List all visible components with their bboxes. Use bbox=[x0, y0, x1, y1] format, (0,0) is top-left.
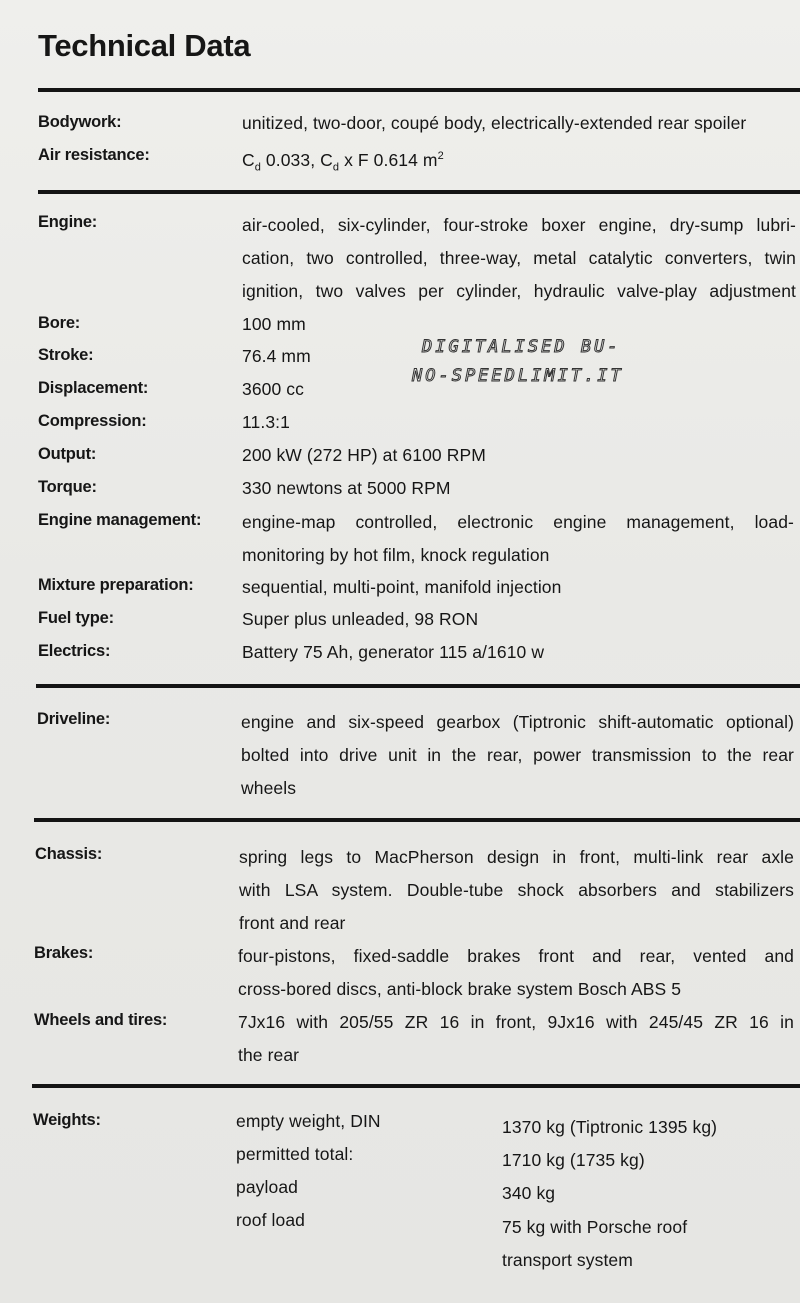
displacement-value: 3600 cc bbox=[242, 379, 304, 399]
wheels-tires-value: 7Jx16 with 205/55 ZR 16 in front, 9Jx16 with 245/45 ZR 16 in the rear bbox=[238, 1012, 794, 1065]
compression-value: 11.3:1 bbox=[242, 412, 290, 432]
bore-label: Bore: bbox=[38, 314, 81, 332]
fuel-type-label: Fuel type: bbox=[38, 609, 114, 627]
section-divider bbox=[38, 88, 800, 92]
brakes-value: four-pistons, fixed-saddle brakes front and rear, vented and cross-bored discs, anti-block brake system Bosch ABS 5 bbox=[238, 946, 794, 999]
weight-value-permitted: 1710 kg (1735 kg) bbox=[502, 1150, 645, 1170]
engine-value: air-cooled, six-cylinder, four-stroke boxer engine, dry-sump lubri- cation, two controlled, three-way, metal catalytic converters, twin ignition, two valves per cylinder, hydraulic valve-play adjustment bbox=[242, 215, 796, 301]
displacement-label: Displacement: bbox=[38, 379, 149, 397]
wheels-tires-label: Wheels and tires: bbox=[34, 1011, 168, 1029]
section-divider bbox=[36, 684, 800, 688]
electrics-value: Battery 75 Ah, generator 115 a/1610 w bbox=[242, 642, 545, 662]
section-divider bbox=[34, 818, 800, 822]
output-label: Output: bbox=[38, 445, 97, 463]
air-resistance-label: Air resistance: bbox=[38, 146, 150, 164]
torque-value: 330 newtons at 5000 RPM bbox=[242, 478, 451, 498]
chassis-value: spring legs to MacPherson design in front, multi-link rear axle with LSA system. Double-tube shock absorbers and stabilizers front and rear bbox=[239, 847, 794, 933]
brakes-label: Brakes: bbox=[34, 944, 94, 962]
chassis-label: Chassis: bbox=[35, 845, 103, 863]
weight-value-payload: 340 kg bbox=[502, 1183, 556, 1203]
watermark-line-2: NO-SPEEDLIMIT.IT bbox=[412, 366, 624, 386]
weight-name-roof: roof load bbox=[236, 1210, 306, 1230]
engine-management-label: Engine management: bbox=[38, 511, 202, 529]
bore-value: 100 mm bbox=[242, 314, 306, 334]
compression-label: Compression: bbox=[38, 412, 147, 430]
weight-name-permitted: permitted total: bbox=[236, 1144, 354, 1164]
mixture-preparation-label: Mixture preparation: bbox=[38, 576, 194, 594]
weight-name-payload: payload bbox=[236, 1177, 299, 1197]
stroke-value: 76.4 mm bbox=[242, 346, 311, 366]
watermark-line-1: DIGITALISED BU- bbox=[422, 337, 621, 357]
fuel-type-value: Super plus unleaded, 98 RON bbox=[242, 609, 479, 629]
weights-label: Weights: bbox=[33, 1111, 101, 1129]
driveline-label: Driveline: bbox=[37, 710, 111, 728]
stroke-label: Stroke: bbox=[38, 346, 94, 364]
section-divider bbox=[32, 1084, 800, 1088]
weight-value-roof-line2: transport system bbox=[502, 1250, 633, 1270]
torque-label: Torque: bbox=[38, 478, 97, 496]
mixture-preparation-value: sequential, multi-point, manifold injection bbox=[242, 577, 562, 597]
air-resistance-value: $C_d$ 0.033, $C_d$ x F 0.614 $m^2$ bbox=[242, 149, 444, 174]
weight-value-empty: 1370 kg (Tiptronic 1395 kg) bbox=[502, 1117, 718, 1137]
driveline-value: engine and six-speed gearbox (Tiptronic shift-automatic optional) bolted into drive unit in the rear, power transmission to the rear wheels bbox=[241, 712, 794, 798]
bodywork-label: Bodywork: bbox=[38, 113, 122, 131]
electrics-label: Electrics: bbox=[38, 642, 111, 660]
output-value: 200 kW (272 HP) at 6100 RPM bbox=[242, 445, 486, 465]
engine-label: Engine: bbox=[38, 213, 98, 231]
page-title: Technical Data bbox=[38, 28, 251, 63]
weight-name-empty: empty weight, DIN bbox=[236, 1111, 381, 1131]
bodywork-value: unitized, two-door, coupé body, electrically-extended rear spoiler bbox=[242, 113, 747, 133]
engine-management-value: engine-map controlled, electronic engine management, load- monitoring by hot film, knock regulation bbox=[242, 512, 794, 565]
weight-value-roof: 75 kg with Porsche roof bbox=[502, 1217, 688, 1237]
section-divider bbox=[38, 190, 800, 194]
